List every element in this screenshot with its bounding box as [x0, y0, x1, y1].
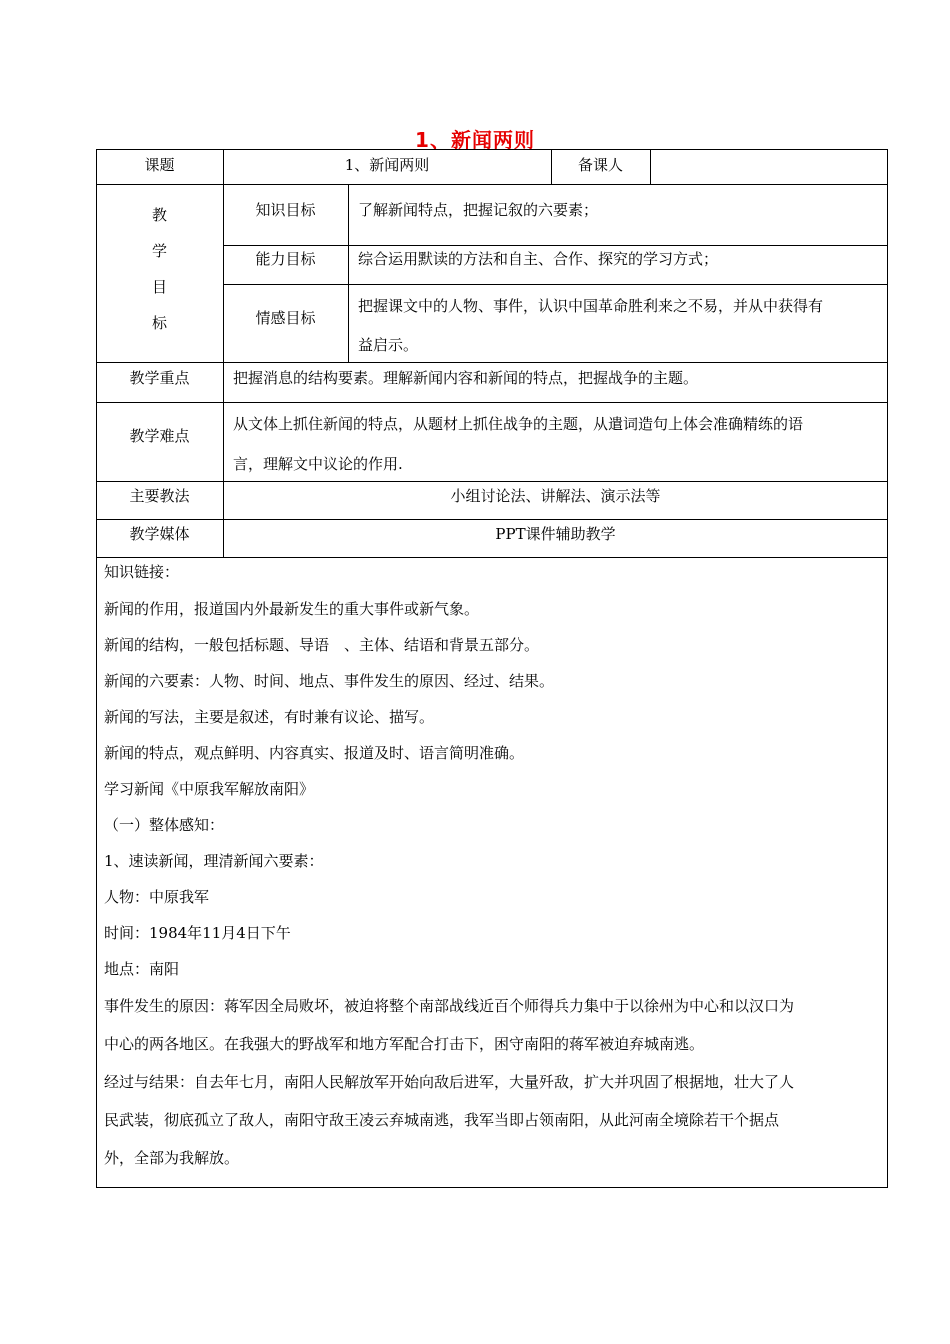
- content-paragraph: 外，全部为我解放。: [104, 1149, 240, 1167]
- difficulties-line: 言，理解文中议论的作用.: [233, 455, 403, 473]
- objectives-label-char: 教: [151, 206, 167, 224]
- emotion-goal-text: [358, 287, 886, 365]
- emotion-goal-line: 把握课文中的人物、事件，认识中国革命胜利来之不易，并从中获得有: [358, 297, 824, 315]
- content-paragraph: 中心的两各地区。在我强大的野战军和地方军配合打击下，困守南阳的蒋军被迫弃城南逃。: [104, 1035, 705, 1053]
- objectives-label-char: 目: [151, 278, 167, 296]
- content-paragraph: 新闻的特点，观点鲜明、内容真实、报道及时、语言简明准确。: [104, 744, 525, 762]
- row-divider: [223, 245, 888, 246]
- difficulties-label: 教学难点: [129, 427, 190, 445]
- column-divider: [348, 184, 349, 362]
- content-paragraph: 1、速读新闻，理清新闻六要素：: [104, 852, 324, 870]
- objectives-label-char: 学: [151, 242, 167, 260]
- row-divider: [96, 184, 888, 185]
- methods-label: 主要教法: [129, 487, 190, 505]
- page-title: 1、新闻两则: [415, 128, 535, 152]
- lesson-content: [104, 553, 884, 1177]
- ability-goal-label: 能力目标: [255, 250, 316, 268]
- difficulties-line: 从文体上抓住新闻的特点，从题材上抓住战争的主题，从遣词造句上体会准确精练的语: [233, 415, 804, 433]
- media-text: PPT课件辅助教学: [495, 525, 616, 543]
- row-divider: [96, 519, 888, 520]
- objectives-label-char: 标: [151, 314, 167, 332]
- methods-text: 小组讨论法、讲解法、演示法等: [450, 487, 661, 505]
- content-paragraph: 事件发生的原因：蒋军因全局败坏，被迫将整个南部战线近百个师得兵力集中于以徐州为中心和以汉口为: [104, 997, 795, 1015]
- row-divider: [223, 284, 888, 285]
- difficulties-text: [233, 404, 885, 484]
- content-paragraph: 时间：1984年11月4日下午: [104, 924, 291, 942]
- content-paragraph: 人物：中原我军: [104, 888, 210, 906]
- column-divider: [650, 149, 651, 184]
- preparer-label: 备课人: [577, 156, 623, 174]
- ability-goal-text: 综合运用默读的方法和自主、合作、探究的学习方式；: [358, 250, 719, 268]
- content-paragraph: 新闻的作用，报道国内外最新发生的重大事件或新气象。: [104, 600, 480, 618]
- media-label: 教学媒体: [129, 525, 190, 543]
- content-paragraph: 学习新闻《中原我军解放南阳》: [104, 780, 315, 798]
- content-paragraph: 新闻的结构，一般包括标题、导语 、主体、结语和背景五部分。: [104, 636, 540, 654]
- topic-value: 1、新闻两则: [344, 156, 430, 174]
- knowledge-goal-label: 知识目标: [255, 201, 316, 219]
- emotion-goal-line: 益启示。: [358, 336, 419, 354]
- content-paragraph: （一）整体感知：: [104, 816, 225, 834]
- content-paragraph: 新闻的六要素：人物、时间、地点、事件发生的原因、经过、结果。: [104, 672, 555, 690]
- key-points-label: 教学重点: [129, 369, 190, 387]
- objectives-label: [96, 197, 223, 341]
- topic-label: 课题: [144, 156, 175, 174]
- content-paragraph: 知识链接：: [104, 563, 180, 581]
- knowledge-goal-text: 了解新闻特点，把握记叙的六要素；: [358, 201, 599, 219]
- content-paragraph: 民武装，彻底孤立了敌人，南阳守敌王凌云弃城南逃，我军当即占领南阳，从此河南全境除若干个据点: [104, 1111, 780, 1129]
- row-divider: [96, 402, 888, 403]
- content-paragraph: 地点：南阳: [104, 960, 180, 978]
- emotion-goal-label: 情感目标: [255, 309, 316, 327]
- content-paragraph: 新闻的写法，主要是叙述，有时兼有议论、描写。: [104, 708, 435, 726]
- key-points-text: 把握消息的结构要素。理解新闻内容和新闻的特点，把握战争的主题。: [233, 369, 699, 387]
- content-paragraph: 经过与结果：自去年七月，南阳人民解放军开始向敌后进军，大量歼敌，扩大并巩固了根据地，壮大了人: [104, 1073, 795, 1091]
